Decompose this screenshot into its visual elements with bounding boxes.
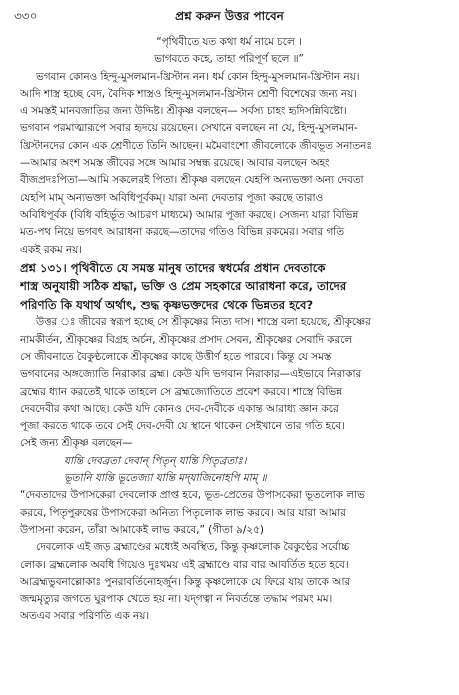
- question-line: শাস্ত্র অনুযায়ী সঠিক শ্রদ্ধা, ভক্তি ও প্রেম সহকারে আরাধনা করে, তাদের: [20, 279, 347, 294]
- text-line: ভগবান পরমাত্মারূপে সবার হৃদয়ে রয়েছেন। সেখানে বলছেন না যে, হিন্দু-মুসলমান-: [20, 122, 358, 135]
- text-line: উত্তর ঃ জীবের স্বরূপ হচ্ছে সে শ্রীকৃষ্ণের নিত্য দাস। শাস্ত্রে বলা হয়েছে, শ্রীকৃষ্ণের: [36, 316, 371, 329]
- text-line: ভূতানি যান্তি ভূতেজ্যা যান্তি মদ্‌যাজিনোহপি মাম্‌ ॥: [64, 472, 267, 485]
- text-line: বীজপ্রদঃপিতা—আমি সকলেরই পিতা। শ্রীকৃষ্ণ বলছেন যেহপি অন্যভক্তা অন্য দেবতা: [20, 174, 364, 187]
- question-line: পরিণতি কি যথার্থ অর্থাৎ, শুদ্ধ কৃষ্ণভক্তদের থেকে ভিন্নতর হবে?: [20, 297, 314, 312]
- text-line: মত-পথ নিয়ে ভগবৎ আরাধনা করছে—তাদের গতিও বিভিন্ন রকমের। সবার গতি: [20, 226, 345, 239]
- text-line: এ সমস্তই মানবজাতির জন্য উদ্দিষ্ট। শ্রীকৃষ্ণ বলছেন— সর্বস্য চাহং হৃদিসন্নিবিষ্টো।: [20, 105, 347, 118]
- text-line: ব্রহ্মের ধ্যান করতেই থাকে তাহলে সে ব্রহ্মজ্যোতিতে প্রবেশ করবে। শাস্ত্রে বিভিন্ন: [20, 385, 343, 398]
- text-line: যান্তি দেবব্রতা দেবান্‌ পিতৃন্‌ যান্তি পিতৃব্রতাঃ।: [64, 454, 247, 467]
- text-line: অতএব সবার পরিণতি এক নয়।: [20, 610, 150, 623]
- text-line: পূজা করতে থাকে তবে সেই দেব-দেবী যে স্থানে থাকেন সেইখানে তার গতি হবে।: [20, 420, 345, 433]
- text-line: ভগবান কোনও হিন্দু-মুসলমান-খ্রিস্টান নন। ধর্ম কোন হিন্দু-মুসলমান-খ্রিস্টান নয়।: [36, 70, 360, 83]
- text-line: সেই জন্য শ্রীকৃষ্ণ বলছেন—: [20, 437, 133, 450]
- text-line: অবিধিপূর্বক (বিধি বহির্ভূত আচরণ মাধ্যমে) আমার পূজা করছে। সেজন্য যারা বিভিন্ন: [20, 208, 359, 221]
- page-body: [20, 34, 438, 626]
- text-line: ভগবানের অঙ্গজ্যোতি নিরাকার ব্রহ্ম। কেউ যদি ভগবান নিরাকার—এইভাবে নিরাকার: [20, 368, 362, 381]
- text-line: নামকীর্তন, শ্রীকৃষ্ণের বিগ্রহ অর্চন, শ্রীকৃষ্ণের প্রসাদ সেবন, শ্রীকৃষ্ণের সেবাদি করলে: [20, 333, 353, 346]
- text-line: যেহপি মাম্‌ অন্যভক্তা অবিধিপূর্বকম্‌। যারা অন্য দেবতার পূজা করছে তারাও: [20, 191, 324, 204]
- text-line: উপাসনা করেন, তাঁরা আমাকেই লাভ করবে,” (গীতা ৯/২৫): [20, 523, 264, 536]
- question-line: প্রশ্ন ১৩১। পৃথিবীতে যে সমস্ত মানুষ তাদের স্বধর্মের প্রধান দেবতাকে: [20, 260, 326, 275]
- running-title: প্রশ্ন করুন উত্তর পাবেন: [175, 9, 284, 23]
- text-line: আদি শাস্ত্র হচ্ছে বেদ, বৈদিক শাস্ত্রও হিন্দু-মুসলমান-খ্রিস্টান শ্রেণী বিশেষের জন্য নয়।: [20, 87, 358, 100]
- text-line: সে জীবনাতে বৈকুণ্ঠলোকে শ্রীকৃষ্ণের কাছে উত্তীর্ণ হতে পারবে। কিন্তু যে সমস্ত: [20, 350, 332, 363]
- page-number: ৩৩০: [14, 9, 38, 23]
- text-line: দেবদেবীর কথা আছে। কেউ যদি কোনও দেব-দেবীকে একান্ত আরাধ্য জ্ঞান করে: [20, 402, 339, 415]
- text-line: “দেবতাদের উপাসকেরা দেবলোক প্রাপ্ত হবে, ভূত-প্রেতের উপাসকেরা ভূতলোক লাভ: [20, 489, 365, 502]
- text-line: —আমার অংশ সমস্ত জীবের সঙ্গে আমার সম্বন্ধ রয়েছে। আবার বলছেন অহং: [20, 157, 330, 170]
- text-line: দেবলোক এই জড় ব্রহ্মাণ্ডের মধ্যেই অবস্থিত, কিন্তু কৃষ্ণলোক বৈকুণ্ঠের সর্বোচ্চ: [36, 541, 350, 554]
- text-line: আব্রহ্মভুবনাল্লোকাঃ পুনরাবর্তিনোহর্জুন। কিন্তু কৃষ্ণলোকে যে ফিরে যায় তাকে আর: [20, 575, 351, 588]
- page-header: [0, 8, 459, 28]
- text-line: ভাগবতে কহে, তাহা পরিপূর্ণ ছলে ॥”: [154, 53, 304, 66]
- text-line: করবে, পিতৃপুরুষের উপাসকেরা অনিত্য পিতৃলোক লাভ করবে। আর যারা আমার: [20, 506, 346, 519]
- text-line: “পৃথিবীতে যত কথা ধর্ম নামে চলে ।: [156, 36, 302, 48]
- text-line: খ্রিস্টানদের কোন এক শ্রেণীতে তিনি আছেন। মমৈবাংশো জীবলোকে জীবভূত সনাতনঃ: [20, 139, 372, 152]
- text-line: একই রকম নয়।: [20, 243, 82, 256]
- text-line: লোক। ব্রহ্মলোক অবধি গিয়েও দুঃখময় এই ব্রহ্মাণ্ডে বার বার আবর্তিত হতে হবে।: [20, 558, 349, 571]
- text-line: জন্মমৃত্যুর জগতে ঘুরপাক খেতে হয় না। যদ্‌গত্বা ন নিবর্তন্তে তদ্ধাম পরমং মম।: [20, 593, 333, 606]
